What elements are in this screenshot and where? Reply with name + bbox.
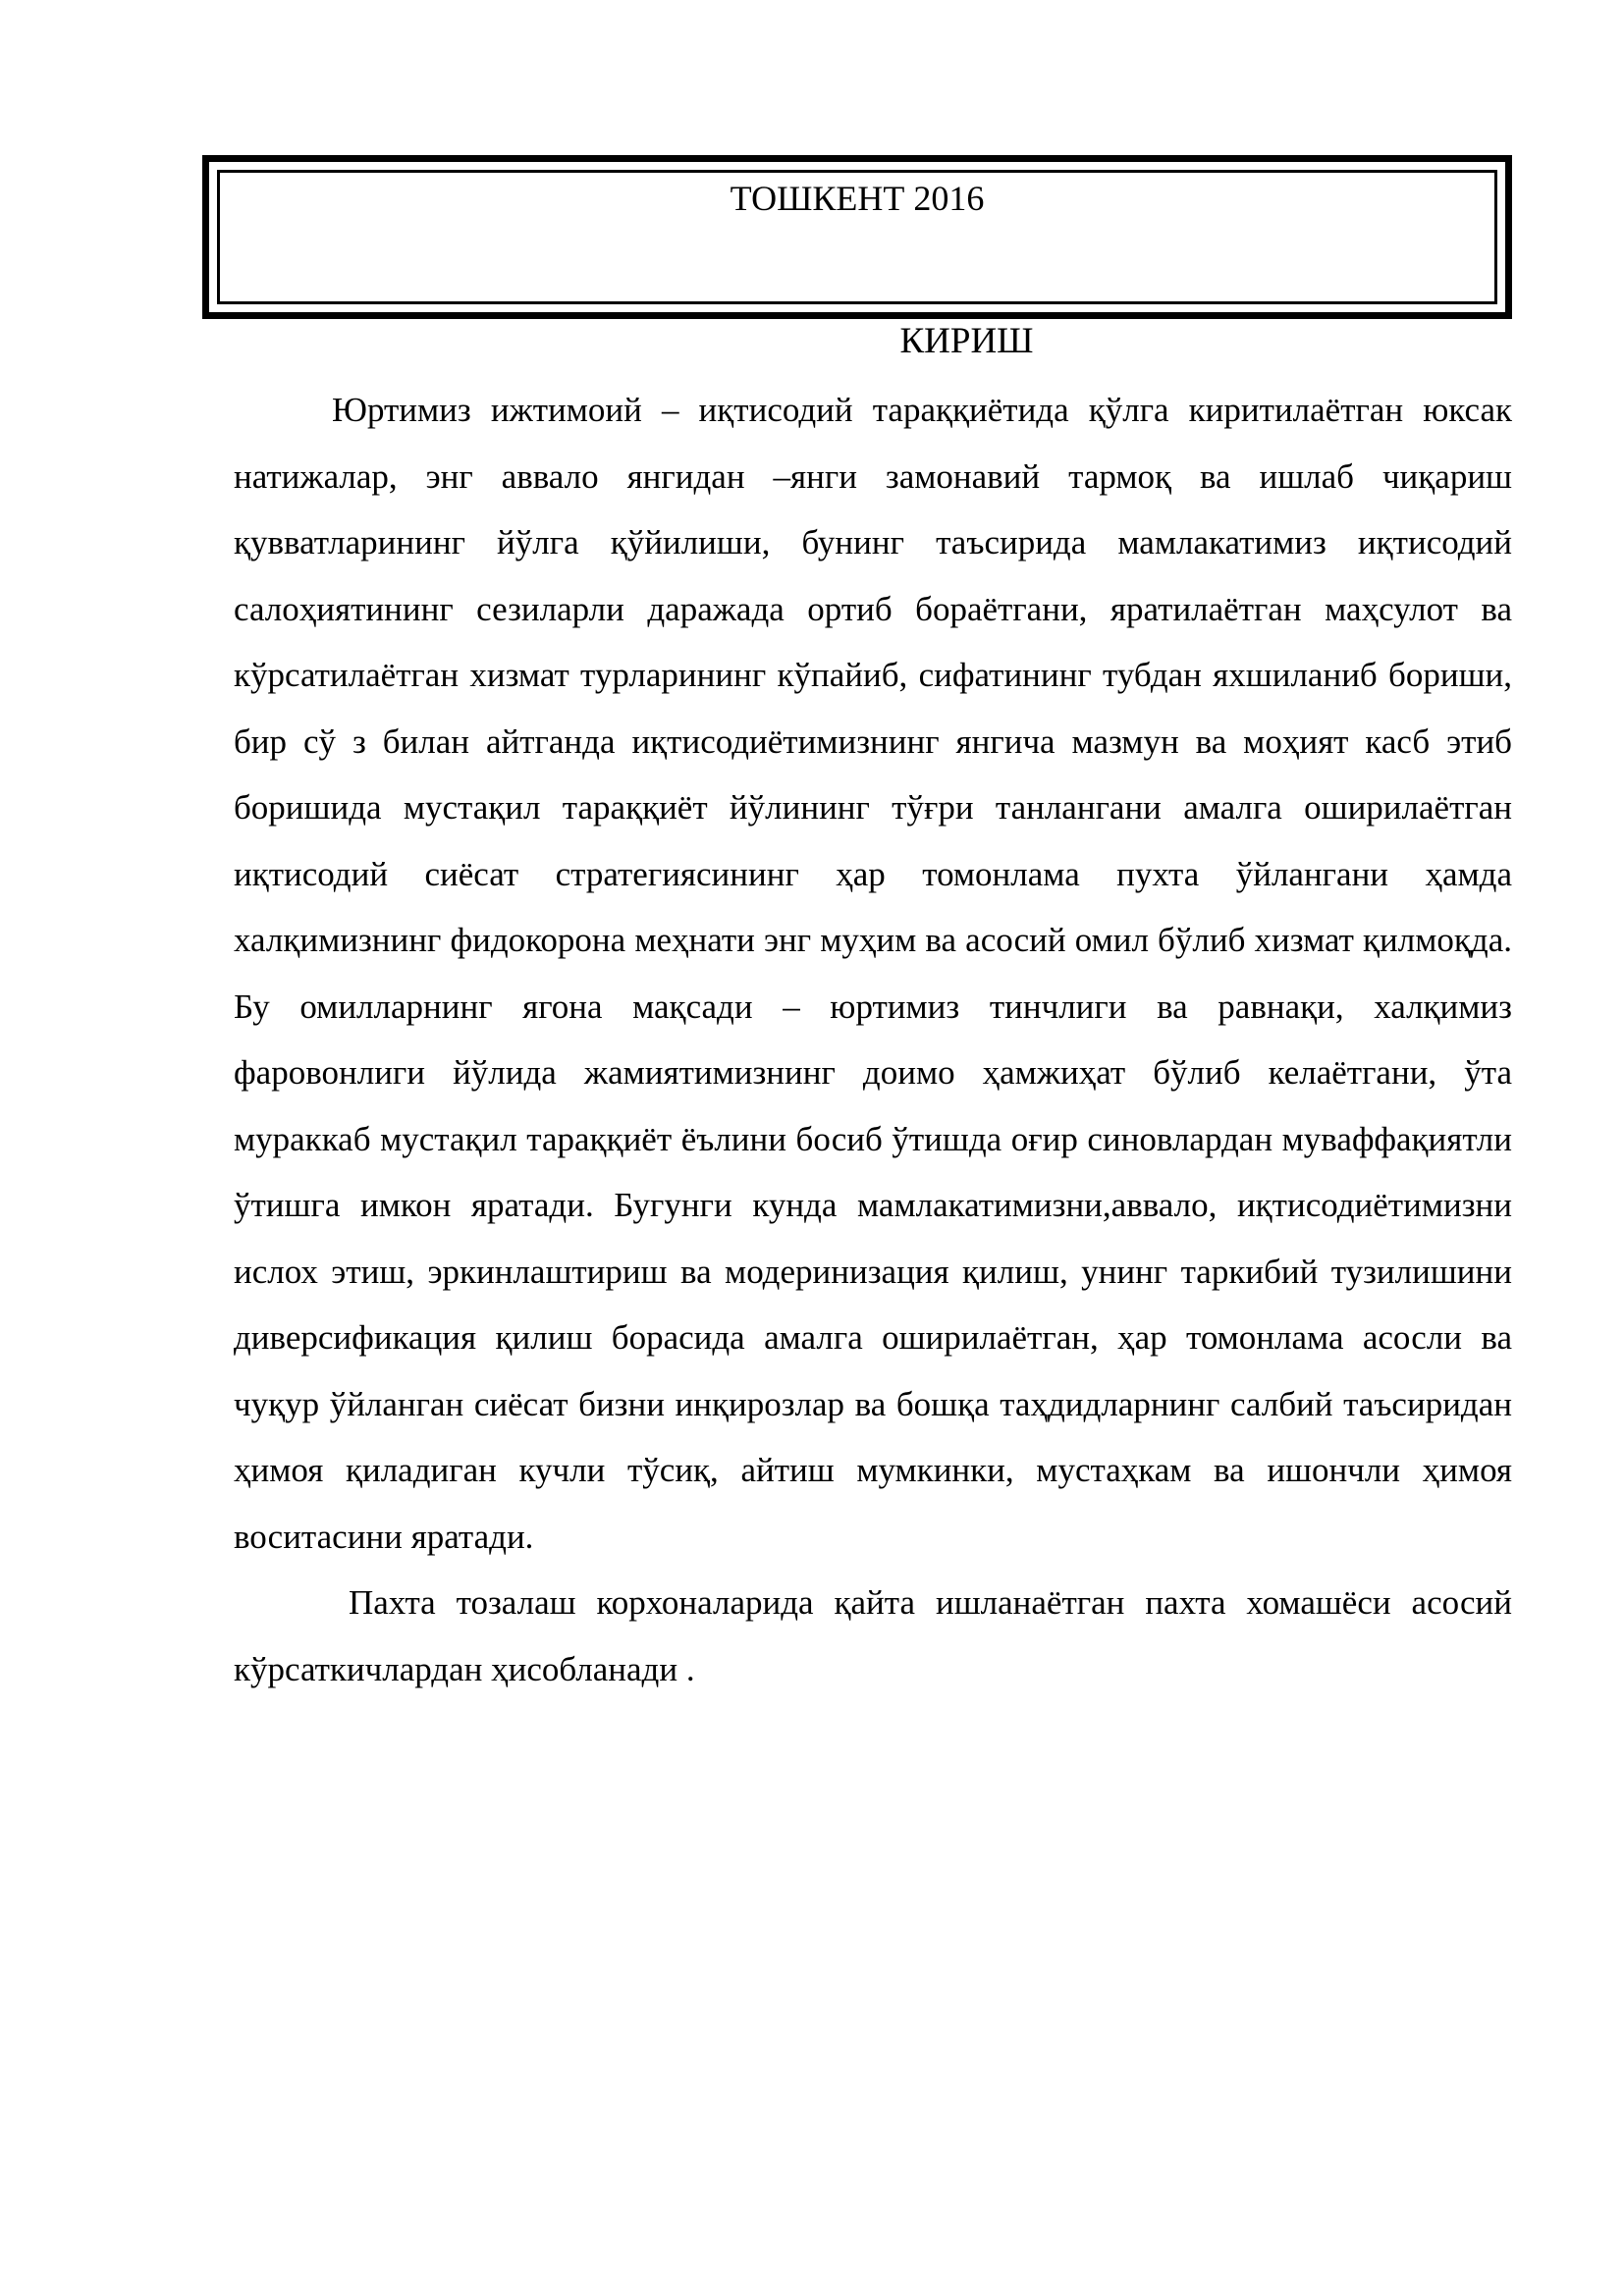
city-year-title: ТОШКЕНТ 2016 [730, 179, 985, 218]
document-body [234, 377, 1512, 1702]
paragraph-introduction: Юртимиз ижтимоий – иқтисодий тараққиётида қўлга киритилаётган юксак натижалар, энг аввало янгидан –янги замонавий тармоқ ва ишлаб чиқариш қувватларининг йўлга қўйилиши, бунинг таъсирида мамлакатимиз иқтисодий салоҳиятининг сезиларли даражада ортиб бораётгани, яратилаётган маҳсулот ва кўрсатилаётган хизмат турларининг кўпайиб, сифатининг тубдан яхшиланиб бориши, бир сў з билан айтганда иқтисодиётимизнинг янгича мазмун ва моҳият касб этиб боришида мустақил тараққиёт йўлининг тўғри танлангани амалга оширилаётган иқтисодий сиёсат стратегиясининг ҳар томонлама пухта ўйлангани ҳамда халқимизнинг фидокорона меҳнати энг муҳим ва асосий омил бўлиб хизмат қилмоқда. Бу омилларнинг ягона мақсади – юртимиз тинчлиги ва равнақи, халқимиз фаровонлиги йўлида жамиятимизнинг доимо ҳамжиҳат бўлиб келаётгани, ўта мураккаб мустақил тараққиёт ёълини босиб ўтишда оғир синовлардан муваффақиятли ўтишга имкон яратади. Бугунги кунда мамлакатимизни,аввало, иқтисодиётимизни ислох этиш, эркинлаштириш ва модеринизация қилиш, унинг таркибий тузилишини диверсификация қилиш борасида амалга оширилаётган, ҳар томонлама асосли ва чуқур ўйланган сиёсат бизни инқирозлар ва бошқа таҳдидларнинг салбий таъсиридан ҳимоя қиладиган кучли тўсиқ, айтиш мумкинки, мустаҳкам ва ишончли ҳимоя воситасини яратади. [234, 391, 1512, 1556]
paragraph-cotton: Пахта тозалаш корхоналарида қайта ишланаётган пахта хомашёси асосий кўрсаткичлардан ҳисобланади . [234, 1583, 1512, 1688]
title-frame [202, 155, 1512, 319]
section-heading: КИРИШ [899, 321, 1034, 361]
